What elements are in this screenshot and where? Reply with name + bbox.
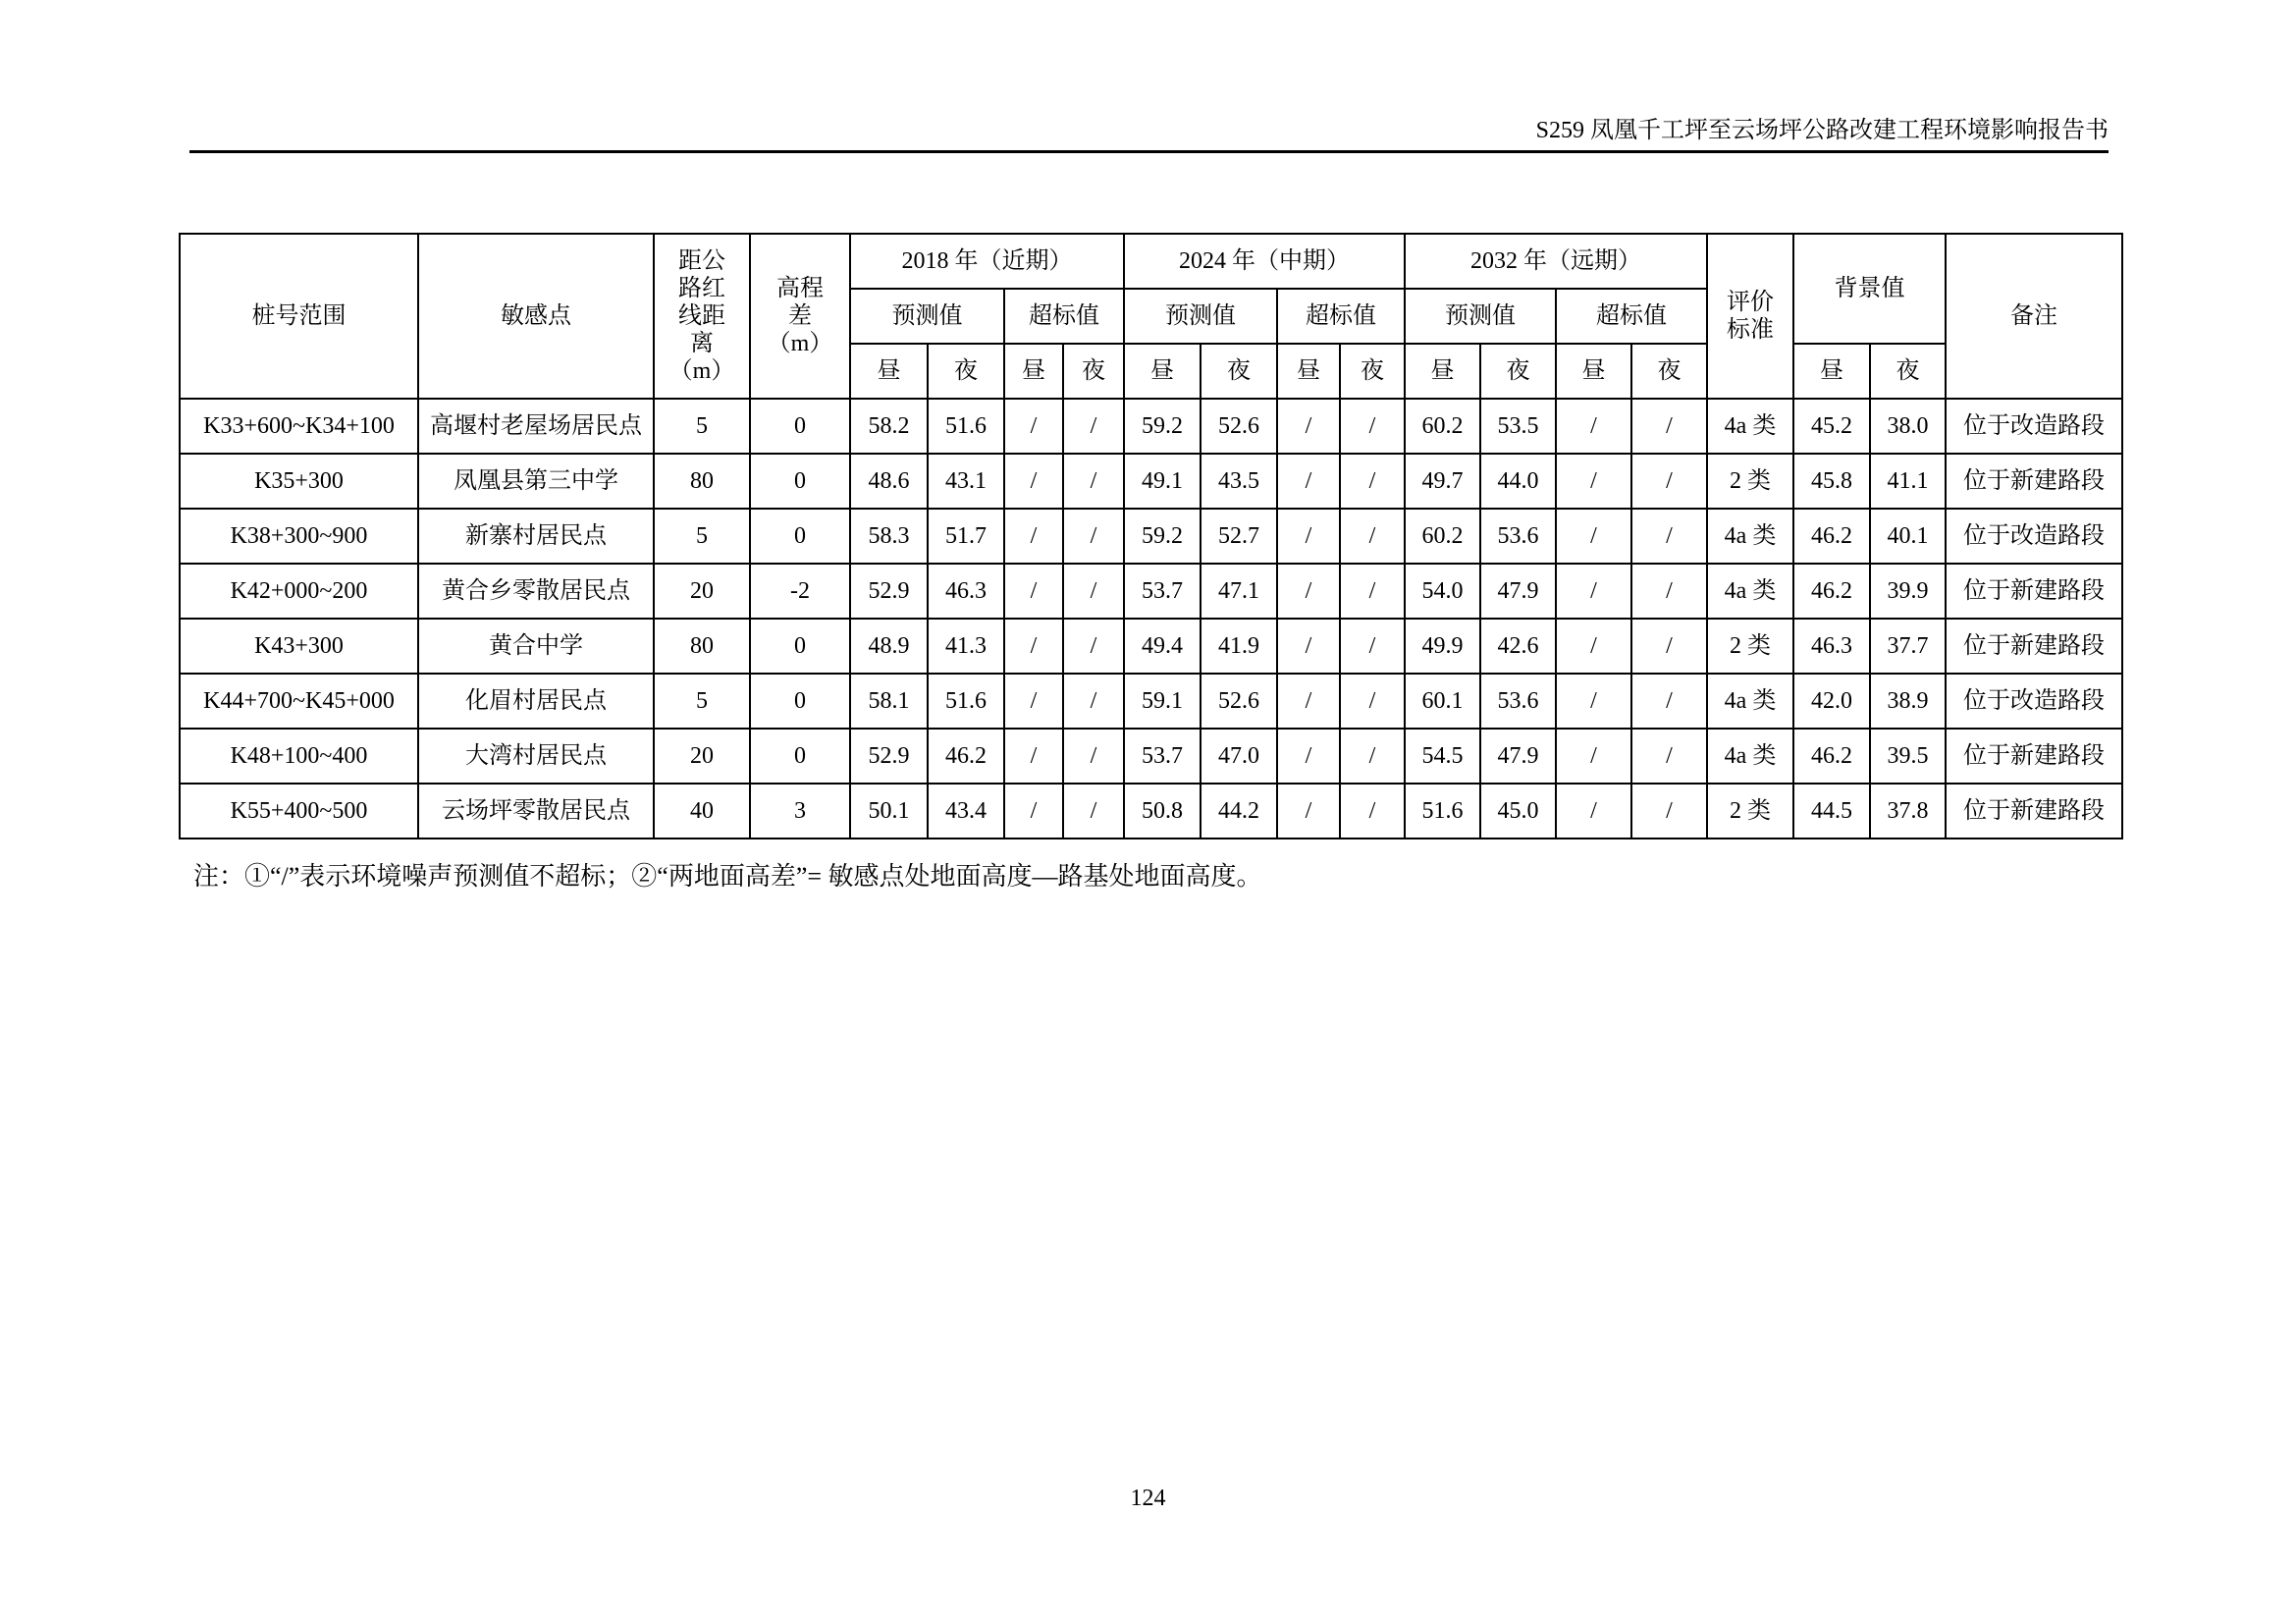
cell-range: K38+300~900 [180,509,418,564]
cell-remark: 位于新建路段 [1946,784,2122,839]
cell-site: 凤凰县第三中学 [418,454,654,509]
noise-prediction-table [179,233,2123,839]
cell-p2024-night: 44.2 [1201,784,1277,839]
cell-p2032-night: 45.0 [1480,784,1556,839]
cell-e2032-night: / [1631,564,1707,619]
cell-p2024-night: 47.1 [1201,564,1277,619]
header-day: 昼 [850,344,928,399]
cell-p2018-night: 43.1 [928,454,1004,509]
header-day: 昼 [1004,344,1063,399]
cell-range: K35+300 [180,454,418,509]
cell-e2024-night: / [1340,784,1405,839]
cell-dist: 5 [654,674,750,729]
cell-e2032-night: / [1631,784,1707,839]
cell-e2018-day: / [1004,784,1063,839]
header-day: 昼 [1793,344,1870,399]
header-distance: 距公 路红 线距 离 （m） [654,234,750,399]
cell-e2032-night: / [1631,619,1707,674]
cell-bg-day: 46.3 [1793,619,1870,674]
cell-e2032-night: / [1631,399,1707,454]
header-background: 背景值 [1793,234,1946,344]
cell-p2024-night: 52.6 [1201,674,1277,729]
cell-remark: 位于改造路段 [1946,674,2122,729]
cell-e2018-night: / [1063,564,1124,619]
cell-standard: 4a 类 [1707,674,1793,729]
cell-dist: 80 [654,619,750,674]
cell-e2018-day: / [1004,564,1063,619]
header-rule [189,150,2109,153]
cell-e2024-night: / [1340,619,1405,674]
cell-remark: 位于新建路段 [1946,729,2122,784]
cell-e2018-day: / [1004,674,1063,729]
cell-e2032-day: / [1556,784,1631,839]
header-day: 昼 [1124,344,1201,399]
cell-dist: 20 [654,729,750,784]
cell-p2032-day: 60.1 [1405,674,1480,729]
cell-range: K48+100~400 [180,729,418,784]
cell-e2024-day: / [1277,784,1340,839]
cell-p2018-night: 41.3 [928,619,1004,674]
cell-e2032-day: / [1556,564,1631,619]
cell-p2032-night: 44.0 [1480,454,1556,509]
cell-site: 黄合中学 [418,619,654,674]
cell-p2032-night: 53.6 [1480,509,1556,564]
cell-p2032-day: 54.5 [1405,729,1480,784]
cell-e2018-day: / [1004,729,1063,784]
table-row [180,399,2122,454]
cell-p2018-night: 51.6 [928,399,1004,454]
cell-p2018-night: 46.3 [928,564,1004,619]
cell-dist: 20 [654,564,750,619]
cell-p2018-day: 52.9 [850,564,928,619]
cell-e2032-day: / [1556,619,1631,674]
header-day: 昼 [1277,344,1340,399]
cell-p2032-night: 42.6 [1480,619,1556,674]
page-number: 124 [1130,1486,1166,1511]
cell-p2024-night: 43.5 [1201,454,1277,509]
header-standard: 评价 标准 [1707,234,1793,399]
cell-standard: 2 类 [1707,454,1793,509]
cell-bg-night: 41.1 [1870,454,1946,509]
cell-elev: 0 [750,619,850,674]
cell-e2032-day: / [1556,454,1631,509]
cell-e2024-night: / [1340,399,1405,454]
cell-dist: 80 [654,454,750,509]
cell-e2018-day: / [1004,509,1063,564]
cell-e2032-day: / [1556,729,1631,784]
cell-p2024-day: 59.1 [1124,674,1201,729]
cell-e2018-night: / [1063,619,1124,674]
cell-e2024-night: / [1340,729,1405,784]
cell-p2032-day: 60.2 [1405,509,1480,564]
cell-standard: 4a 类 [1707,399,1793,454]
cell-p2018-day: 48.6 [850,454,928,509]
table-row [180,454,2122,509]
cell-e2024-day: / [1277,399,1340,454]
cell-elev: 3 [750,784,850,839]
cell-remark: 位于改造路段 [1946,509,2122,564]
cell-p2024-night: 52.7 [1201,509,1277,564]
header-exceed-2024: 超标值 [1277,289,1405,344]
cell-site: 高堰村老屋场居民点 [418,399,654,454]
cell-e2024-night: / [1340,454,1405,509]
cell-bg-night: 38.9 [1870,674,1946,729]
cell-remark: 位于新建路段 [1946,564,2122,619]
cell-p2018-day: 58.2 [850,399,928,454]
cell-e2024-day: / [1277,619,1340,674]
cell-standard: 4a 类 [1707,564,1793,619]
cell-site: 云场坪零散居民点 [418,784,654,839]
cell-range: K44+700~K45+000 [180,674,418,729]
table-row [180,564,2122,619]
cell-e2018-day: / [1004,454,1063,509]
cell-e2018-night: / [1063,784,1124,839]
header-night: 夜 [1631,344,1707,399]
cell-site: 黄合乡零散居民点 [418,564,654,619]
cell-p2024-night: 41.9 [1201,619,1277,674]
cell-e2032-night: / [1631,729,1707,784]
cell-p2018-day: 58.3 [850,509,928,564]
cell-e2024-day: / [1277,729,1340,784]
cell-e2018-night: / [1063,729,1124,784]
header-exceed-2018: 超标值 [1004,289,1124,344]
running-header-title: S259 凤凰千工坪至云场坪公路改建工程环境影响报告书 [1535,118,2109,143]
cell-remark: 位于新建路段 [1946,454,2122,509]
header-elevation: 高程 差 （m） [750,234,850,399]
cell-p2018-night: 43.4 [928,784,1004,839]
cell-e2032-day: / [1556,674,1631,729]
cell-p2024-night: 52.6 [1201,399,1277,454]
cell-p2032-night: 47.9 [1480,729,1556,784]
cell-bg-day: 44.5 [1793,784,1870,839]
cell-standard: 2 类 [1707,619,1793,674]
cell-p2024-day: 59.2 [1124,509,1201,564]
cell-e2024-night: / [1340,564,1405,619]
cell-bg-night: 37.8 [1870,784,1946,839]
cell-e2032-day: / [1556,509,1631,564]
table-body [180,399,2122,839]
cell-e2018-day: / [1004,399,1063,454]
cell-e2032-night: / [1631,509,1707,564]
header-night: 夜 [928,344,1004,399]
cell-p2032-night: 47.9 [1480,564,1556,619]
table-row [180,509,2122,564]
cell-dist: 40 [654,784,750,839]
cell-p2032-day: 60.2 [1405,399,1480,454]
cell-standard: 4a 类 [1707,729,1793,784]
cell-elev: 0 [750,454,850,509]
cell-bg-day: 42.0 [1793,674,1870,729]
cell-p2032-day: 51.6 [1405,784,1480,839]
cell-e2018-night: / [1063,399,1124,454]
header-site: 敏感点 [418,234,654,399]
cell-e2032-day: / [1556,399,1631,454]
cell-p2032-night: 53.6 [1480,674,1556,729]
header-night: 夜 [1063,344,1124,399]
cell-p2024-day: 53.7 [1124,729,1201,784]
cell-e2032-night: / [1631,454,1707,509]
cell-bg-night: 37.7 [1870,619,1946,674]
cell-elev: -2 [750,564,850,619]
header-night: 夜 [1201,344,1277,399]
cell-range: K42+000~200 [180,564,418,619]
cell-e2018-day: / [1004,619,1063,674]
table-row [180,674,2122,729]
cell-p2024-night: 47.0 [1201,729,1277,784]
cell-bg-day: 46.2 [1793,509,1870,564]
cell-e2024-day: / [1277,564,1340,619]
cell-p2024-day: 53.7 [1124,564,1201,619]
cell-p2024-day: 49.1 [1124,454,1201,509]
header-predicted-2032: 预测值 [1405,289,1556,344]
cell-range: K43+300 [180,619,418,674]
cell-standard: 4a 类 [1707,509,1793,564]
header-predicted-2018: 预测值 [850,289,1004,344]
header-period-2032: 2032 年（远期） [1405,234,1707,289]
cell-site: 化眉村居民点 [418,674,654,729]
cell-elev: 0 [750,729,850,784]
cell-remark: 位于改造路段 [1946,399,2122,454]
header-predicted-2024: 预测值 [1124,289,1277,344]
cell-remark: 位于新建路段 [1946,619,2122,674]
cell-p2024-day: 50.8 [1124,784,1201,839]
cell-p2018-day: 50.1 [850,784,928,839]
cell-range: K55+400~500 [180,784,418,839]
cell-e2024-day: / [1277,454,1340,509]
header-night: 夜 [1870,344,1946,399]
cell-p2018-night: 51.7 [928,509,1004,564]
cell-standard: 2 类 [1707,784,1793,839]
table-row [180,784,2122,839]
header-period-2024: 2024 年（中期） [1124,234,1405,289]
cell-bg-day: 45.2 [1793,399,1870,454]
cell-bg-night: 39.9 [1870,564,1946,619]
cell-e2018-night: / [1063,454,1124,509]
cell-e2032-night: / [1631,674,1707,729]
cell-bg-day: 45.8 [1793,454,1870,509]
cell-p2018-night: 51.6 [928,674,1004,729]
cell-p2018-day: 52.9 [850,729,928,784]
cell-p2018-day: 48.9 [850,619,928,674]
cell-elev: 0 [750,399,850,454]
header-night: 夜 [1340,344,1405,399]
cell-e2024-day: / [1277,674,1340,729]
cell-e2018-night: / [1063,674,1124,729]
table-row [180,619,2122,674]
cell-p2018-night: 46.2 [928,729,1004,784]
header-day: 昼 [1556,344,1631,399]
cell-e2024-night: / [1340,674,1405,729]
cell-p2032-night: 53.5 [1480,399,1556,454]
cell-e2024-day: / [1277,509,1340,564]
cell-dist: 5 [654,399,750,454]
header-period-2018: 2018 年（近期） [850,234,1124,289]
cell-site: 新寨村居民点 [418,509,654,564]
cell-range: K33+600~K34+100 [180,399,418,454]
header-night: 夜 [1480,344,1556,399]
table-note: 注：①“/”表示环境噪声预测值不超标；②“两地面高差”= 敏感点处地面高度—路基处地面高度。 [193,862,1262,891]
header-remark: 备注 [1946,234,2122,399]
cell-e2024-night: / [1340,509,1405,564]
cell-p2032-day: 49.7 [1405,454,1480,509]
cell-bg-day: 46.2 [1793,729,1870,784]
header-exceed-2032: 超标值 [1556,289,1707,344]
header-range: 桩号范围 [180,234,418,399]
cell-p2032-day: 49.9 [1405,619,1480,674]
cell-p2024-day: 49.4 [1124,619,1201,674]
cell-e2018-night: / [1063,509,1124,564]
table-row [180,729,2122,784]
cell-bg-night: 40.1 [1870,509,1946,564]
cell-bg-night: 39.5 [1870,729,1946,784]
cell-bg-night: 38.0 [1870,399,1946,454]
header-day: 昼 [1405,344,1480,399]
cell-dist: 5 [654,509,750,564]
cell-elev: 0 [750,509,850,564]
cell-bg-day: 46.2 [1793,564,1870,619]
cell-elev: 0 [750,674,850,729]
cell-site: 大湾村居民点 [418,729,654,784]
cell-p2018-day: 58.1 [850,674,928,729]
cell-p2024-day: 59.2 [1124,399,1201,454]
cell-p2032-day: 54.0 [1405,564,1480,619]
table-header [180,234,2122,399]
